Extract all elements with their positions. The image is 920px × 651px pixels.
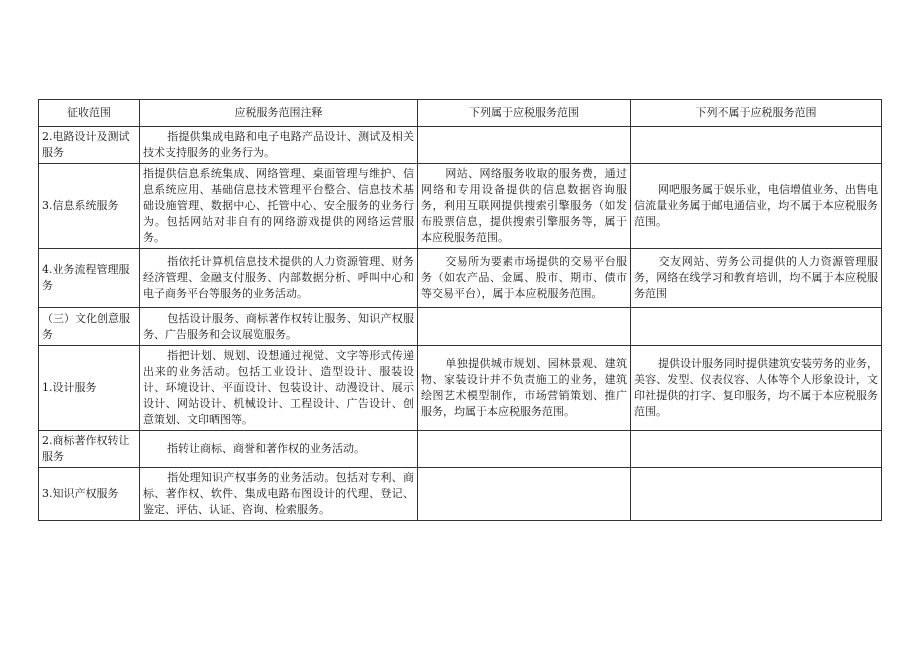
description-cell — [140, 127, 418, 164]
table-row — [39, 431, 882, 468]
excluded-text: 网吧服务属于娱乐业，电信增值业务、出售电信流量业务属于邮电通信业，均不属于本应税服务范围。 — [634, 183, 878, 228]
category-cell: （三）文化创意服务 — [39, 308, 140, 346]
included-text: 交易所为要素市场提供的交易平台服务（如农产品、金属、股市、期市、债市等交易平台），属于本应税服务范围。 — [421, 255, 627, 300]
excluded-cell — [631, 431, 882, 468]
category-cell: 2.电路设计及测试服务 — [39, 127, 140, 164]
description-text: 指提供信息系统集成、网络管理、桌面管理与维护、信息系统应用、基础信息技术管理平台整合、信息技术基础设施管理、数据中心、托管中心、安全服务的业务行为。包括网站对非自有的网络游戏提供的网络运营服务。 — [143, 167, 414, 244]
description-text: 指转让商标、商誉和著作权的业务活动。 — [167, 442, 365, 455]
category-cell: 1.设计服务 — [39, 346, 140, 431]
excluded-cell — [631, 249, 882, 308]
included-cell — [418, 346, 631, 431]
included-cell — [418, 164, 631, 249]
header-excluded: 下列不属于应税服务范围 — [631, 100, 882, 127]
table-row — [39, 468, 882, 521]
table-header-row — [39, 100, 882, 127]
included-cell — [418, 127, 631, 164]
table-row — [39, 346, 882, 431]
included-cell — [418, 249, 631, 308]
header-included: 下列属于应税服务范围 — [418, 100, 631, 127]
included-cell — [418, 308, 631, 346]
header-scope: 征收范围 — [39, 100, 140, 127]
excluded-cell — [631, 164, 882, 249]
header-notes: 应税服务范围注释 — [140, 100, 418, 127]
tax-scope-table — [38, 99, 882, 521]
included-cell — [418, 431, 631, 468]
table-row — [39, 249, 882, 308]
included-text: 单独提供城市规划、园林景观、建筑物、家装设计并不负责施工的业务，建筑绘图艺术模型制作，市场营销策划、推广服务，均属于本应税服务范围。 — [421, 357, 627, 418]
category-cell: 2.商标著作权转让服务 — [39, 431, 140, 468]
category-cell: 3.知识产权服务 — [39, 468, 140, 521]
description-text: 包括设计服务、商标著作权转让服务、知识产权服务、广告服务和会议展览服务。 — [143, 311, 414, 341]
included-text: 网站、网络服务收取的服务费，通过网络和专用设备提供的信息数据咨询服务，利用互联网提供搜索引擎服务（如发布股票信息，提供搜索引擎服务等，属于本应税服务范围。 — [421, 167, 627, 244]
table-row — [39, 308, 882, 346]
description-text: 指处理知识产权事务的业务活动。包括对专利、商标、著作权、软件、集成电路布图设计的代理、登记、鉴定、评估、认证、咨询、检索服务。 — [143, 471, 414, 516]
table-row — [39, 164, 882, 249]
category-cell: 3.信息系统服务 — [39, 164, 140, 249]
description-cell — [140, 431, 418, 468]
description-cell — [140, 308, 418, 346]
included-cell — [418, 468, 631, 521]
description-cell — [140, 249, 418, 308]
excluded-text: 交友网站、劳务公司提供的人力资源管理服务，网络在线学习和教育培训，均不属于本应税服务范围 — [634, 255, 878, 300]
table-row — [39, 127, 882, 164]
description-cell — [140, 468, 418, 521]
excluded-cell — [631, 308, 882, 346]
description-cell — [140, 164, 418, 249]
description-text: 指依托计算机信息技术提供的人力资源管理、财务经济管理、金融支付服务、内部数据分析、呼叫中心和电子商务平台等服务的业务活动。 — [143, 255, 414, 300]
category-cell: 4.业务流程管理服务 — [39, 249, 140, 308]
excluded-cell — [631, 468, 882, 521]
description-text: 指提供集成电路和电子电路产品设计、测试及相关技术支持服务的业务行为。 — [143, 130, 414, 159]
excluded-cell — [631, 127, 882, 164]
description-text: 指把计划、规划、设想通过视觉、文字等形式传递出来的业务活动。包括工业设计、造型设计、服装设计、环境设计、平面设计、包装设计、动漫设计、展示设计、网站设计、机械设计、工程设计、广告设计、创意策划、文印晒图等。 — [143, 349, 414, 426]
excluded-text: 提供设计服务同时提供建筑安装劳务的业务，美容、发型、仪表仪容、人体等个人形象设计，文印社提供的打字、复印服务，均不属于本应税服务范围。 — [634, 357, 878, 418]
excluded-cell — [631, 346, 882, 431]
description-cell — [140, 346, 418, 431]
